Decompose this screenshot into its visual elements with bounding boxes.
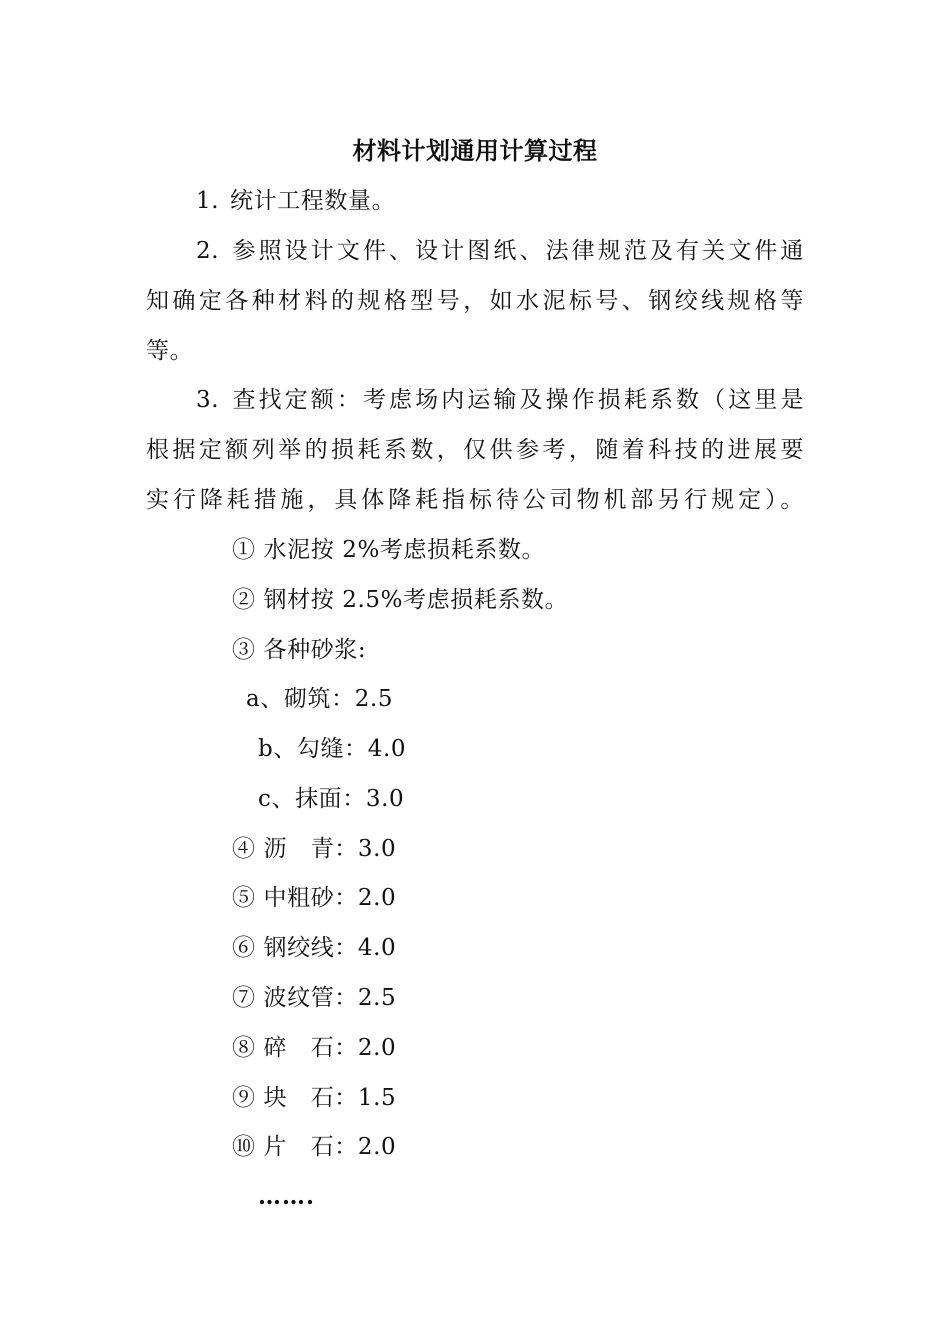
item-text: 查找定额：考虑场内运输及操作损耗系数（这里是 (230, 387, 804, 413)
ellipsis: ……. (258, 1183, 316, 1210)
sub-item-duct: ⑦ 波纹管：2.5 (232, 985, 397, 1011)
sub-item-slab-stone: ⑩ 片 石：2.0 (232, 1134, 397, 1160)
sub-item-pointing: b、勾缝：4.0 (258, 736, 407, 762)
sub-item-steel: ② 钢材按 2.5%考虑损耗系数。 (232, 587, 569, 613)
item-text: 参照设计文件、设计图纸、法律规范及有关文件通 (230, 238, 804, 264)
sub-item-asphalt: ④ 沥 青：3.0 (232, 836, 397, 862)
item-number: 1. (196, 188, 220, 214)
document-title: 材料计划通用计算过程 (352, 137, 598, 165)
sub-item-strand: ⑥ 钢绞线：4.0 (232, 935, 397, 961)
list-item-2-line-3: 等。 (146, 338, 194, 364)
item-number: 3. (196, 387, 220, 413)
sub-item-sand: ⑤ 中粗砂：2.0 (232, 885, 397, 911)
list-item-2-line-2: 知确定各种材料的规格型号，如水泥标号、钢绞线规格等 (146, 288, 804, 314)
item-number: 2. (196, 238, 220, 264)
item-text: 统计工程数量。 (230, 188, 396, 214)
sub-item-plastering: c、抹面：3.0 (258, 786, 405, 812)
sub-item-cement: ① 水泥按 2%考虑损耗系数。 (232, 537, 546, 563)
list-item-3-line-1 (196, 385, 804, 415)
sub-item-mortar: ③ 各种砂浆: (232, 637, 367, 663)
list-item-3-line-3: 实行降耗措施，具体降耗指标待公司物机部另行规定）。 (146, 487, 804, 513)
list-item-3-line-2: 根据定额列举的损耗系数，仅供参考，随着科技的进展要 (146, 437, 804, 463)
sub-item-masonry: a、砌筑：2.5 (246, 686, 394, 712)
sub-item-gravel: ⑧ 碎 石：2.0 (232, 1035, 397, 1061)
list-item-1 (196, 186, 395, 216)
list-item-2-line-1 (196, 236, 804, 266)
sub-item-block-stone: ⑨ 块 石：1.5 (232, 1085, 397, 1111)
